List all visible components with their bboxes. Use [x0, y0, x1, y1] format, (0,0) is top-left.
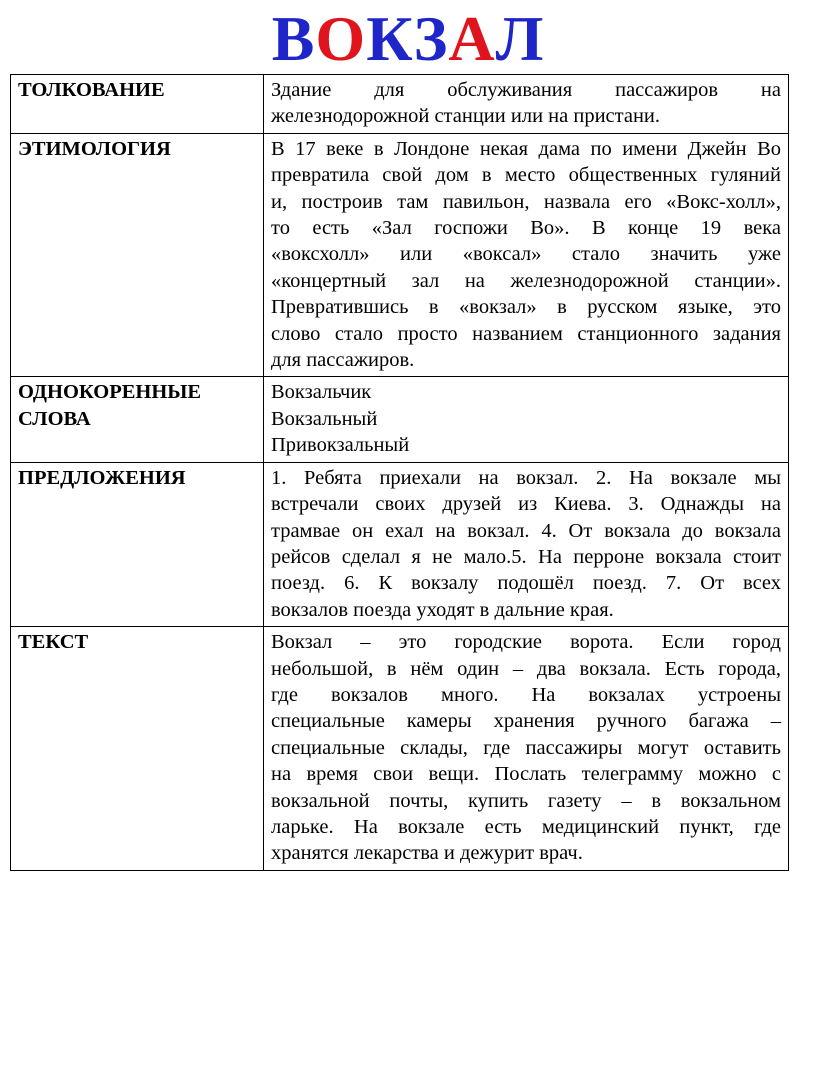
word-card-table — [10, 74, 789, 871]
text-line: Здание для обслуживания пассажиров на — [271, 79, 781, 101]
text-line: где вокзалов много. На вокзалах устроены — [271, 683, 781, 706]
related-word: Вокзальчик — [271, 381, 372, 404]
title-letter: В — [271, 3, 316, 74]
title-letter: О — [315, 3, 367, 74]
row-label-sentences: ПРЕДЛОЖЕНИЯ — [11, 462, 264, 626]
text-line: то есть «Зал госпожи Во». В конце 19 века — [271, 217, 781, 240]
row-content-related-words — [264, 377, 789, 462]
text-line: В 17 веке в Лондоне некая дама по имени Джейн Во — [271, 137, 781, 160]
row-label-etymology: ЭТИМОЛОГИЯ — [11, 133, 264, 377]
text-line: железнодорожной станции или на пристани. — [271, 105, 661, 128]
text-line: на время свои вещи. Послать телеграмму можно с — [271, 763, 781, 786]
text-line: Вокзал – это городские ворота. Если город — [271, 631, 781, 654]
title-letter: З — [413, 3, 449, 74]
text-line: 1. Ребята приехали на вокзал. 2. На вокзале мы — [271, 466, 781, 489]
table-row-sentences — [11, 462, 789, 626]
text-line: поезд. 6. К вокзалу подошёл поезд. 7. От всех — [271, 572, 781, 595]
text-line: трамвае он ехал на вокзал. 4. От вокзала до вокзала — [271, 519, 781, 542]
text-line: превратила свой дом в место общественных гуляний — [271, 164, 781, 187]
table-row-text — [11, 627, 789, 871]
text-line: вокзальной почты, купить газету – в вокзальном — [271, 789, 781, 812]
text-line: ларьке. На вокзале есть медицинский пункт, где — [271, 815, 781, 838]
related-word: Привокзальный — [271, 434, 410, 457]
related-word: Вокзальный — [271, 407, 378, 430]
row-content-definition — [264, 75, 789, 134]
row-label-related-words — [11, 377, 264, 462]
text-line: специальные камеры хранения ручного багажа – — [271, 710, 781, 733]
table-row-related-words — [11, 377, 789, 462]
row-label-definition: ТОЛКОВАНИЕ — [11, 75, 264, 134]
title-letter: Л — [495, 3, 545, 74]
text-line: хранятся лекарства и дежурит врач. — [271, 842, 583, 865]
title-letter: К — [366, 3, 414, 74]
row-content-sentences — [264, 462, 789, 626]
table-row-etymology — [11, 133, 789, 377]
text-line: и, построив там павильон, назвала его «Вокс-холл», — [271, 190, 781, 213]
page-title — [0, 4, 816, 74]
text-line: вокзалов поезда уходят в дальние края. — [271, 598, 614, 621]
table-row-definition — [11, 75, 789, 134]
title-letter: А — [448, 3, 496, 74]
text-line: встречали своих друзей из Киева. 3. Однажды на — [271, 493, 781, 516]
text-line: для пассажиров. — [271, 349, 415, 372]
text-line: слово стало просто названием станционного задания — [271, 322, 781, 345]
text-line: «воксхолл» или «воксал» стало значить уже — [271, 243, 781, 266]
text-line: небольшой, в нём один – два вокзала. Есть города, — [271, 657, 781, 680]
row-content-text — [264, 627, 789, 871]
text-line: рейсов сделал я не мало.5. На перроне вокзала стоит — [271, 545, 781, 568]
text-line: «концертный зал на железнодорожной станции». — [271, 269, 781, 292]
text-line: Превратившись в «вокзал» в русском языке, это — [271, 296, 781, 319]
row-content-etymology — [264, 133, 789, 377]
row-label-text: ТЕКСТ — [11, 627, 264, 871]
label-line: СЛОВА — [18, 407, 91, 430]
label-line: ОДНОКОРЕННЫЕ — [18, 381, 202, 404]
text-line: специальные склады, где пассажиры могут оставить — [271, 736, 781, 759]
